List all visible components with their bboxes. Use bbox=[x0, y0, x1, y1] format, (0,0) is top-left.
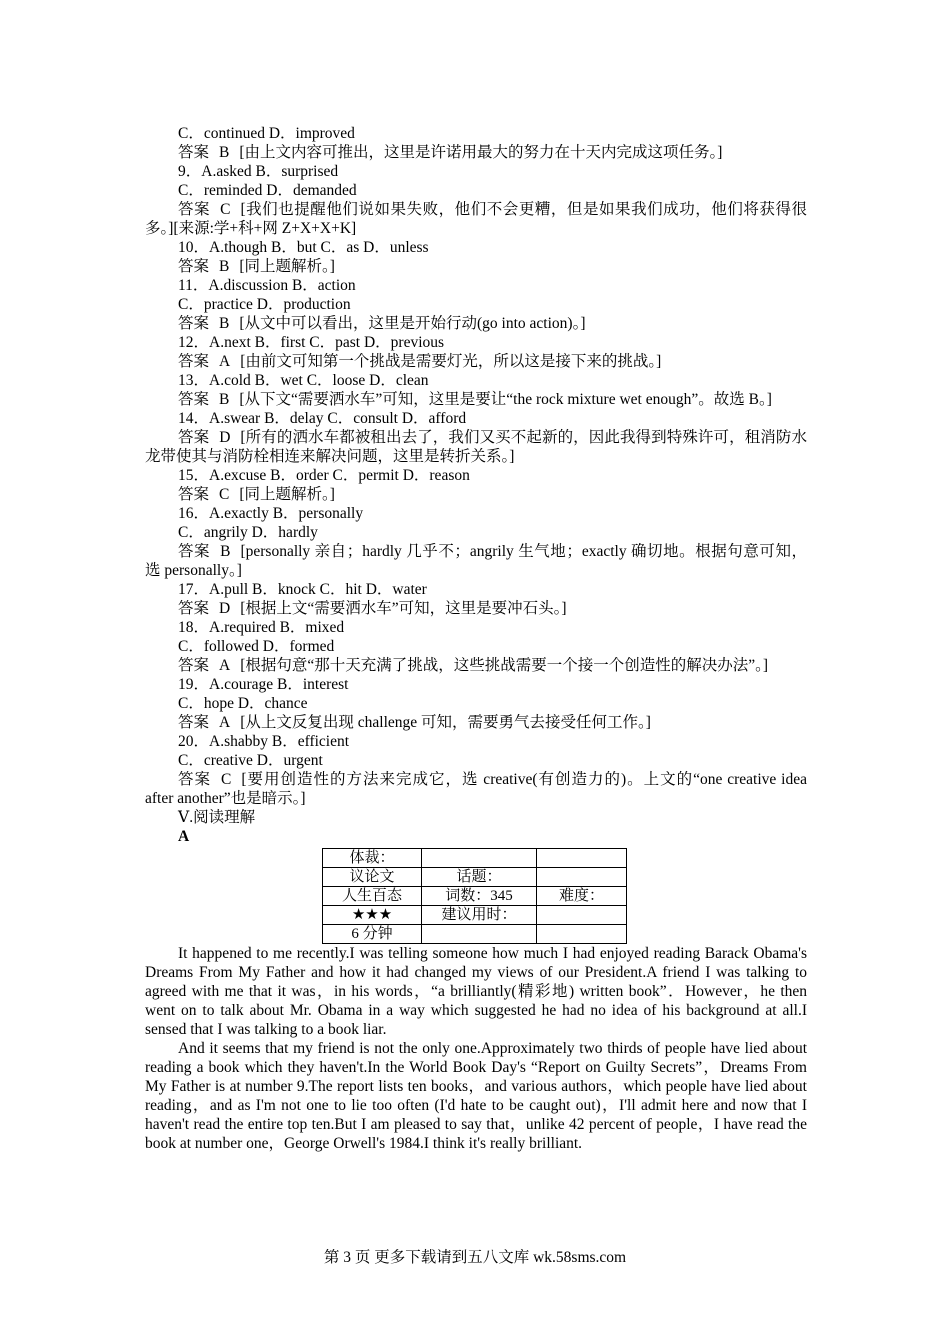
answer-explanation: [所有的洒水车都被租出去了，我们又买不起新的，因此我得到特殊许可，租消防水龙带使其与消防栓相连来解决问题，这里是转折关系。] bbox=[145, 429, 807, 465]
answer-letter: C bbox=[220, 201, 231, 218]
info-table-cell: ★★★ bbox=[323, 906, 422, 925]
option-line: 19．A.courage B．interest bbox=[178, 676, 349, 693]
passage-paragraph: And it seems that my friend is not the only one.Approximately two thirds of people have lied about reading a book which they haven't.In the World Book Day's “Report on Guilty Secrets”，Dreams From My Father is at number 9.The report lists ten books，and various authors，which people have lied about reading，and as I'm not one to lie too often (I'd hate to be caught out)，I'll admit here and now that I haven't read the entire top ten.But I am pleased to say that，unlike 42 percent of people，I have read the book at number one，George Orwell's 1984.I think it's really brilliant. bbox=[145, 1040, 807, 1152]
answer-line bbox=[145, 713, 807, 732]
option-line: 16．A.exactly B．personally bbox=[178, 505, 364, 522]
answer-letter: B bbox=[219, 315, 230, 332]
answer-explanation: [同上题解析。] bbox=[239, 486, 335, 503]
answer-explanation: [由前文可知第一个挑战是需要灯光，所以这是接下来的挑战。] bbox=[240, 353, 662, 370]
info-table-cell: 6 分钟 bbox=[323, 925, 422, 944]
answer-label: 答案 bbox=[178, 144, 210, 161]
info-table-cell: 体裁： bbox=[323, 849, 422, 868]
answer-label: 答案 bbox=[178, 657, 210, 674]
answer-label: 答案 bbox=[178, 353, 210, 370]
answer-label: 答案 bbox=[178, 771, 211, 788]
answer-explanation: [同上题解析。] bbox=[239, 258, 335, 275]
info-table-row bbox=[323, 887, 627, 906]
answer-letter: A bbox=[219, 714, 231, 731]
answer-letter: A bbox=[219, 353, 231, 370]
answer-line bbox=[145, 352, 807, 371]
answer-label: 答案 bbox=[178, 258, 210, 275]
info-table-row bbox=[323, 906, 627, 925]
option-line: 17．A.pull B．knock C．hit D．water bbox=[178, 581, 427, 598]
answer-label: 答案 bbox=[178, 486, 210, 503]
option-line: C．hope D．chance bbox=[178, 695, 308, 712]
info-table-row bbox=[323, 849, 627, 868]
answer-label: 答案 bbox=[178, 543, 211, 560]
option-line: C．practice D．production bbox=[178, 296, 351, 313]
answer-explanation: [我们也提醒他们说如果失败，他们不会更糟，但是如果我们成功，他们将获得很多。][来源:学+科+网 Z+X+X+K] bbox=[145, 201, 807, 237]
answer-line bbox=[145, 770, 807, 808]
option-line: C．continued D．improved bbox=[178, 125, 355, 142]
info-table-cell: 话题： bbox=[422, 868, 537, 887]
answer-letter: C bbox=[221, 771, 232, 788]
option-line: 9．A.asked B．surprised bbox=[178, 163, 339, 180]
answer-line bbox=[145, 656, 807, 675]
option-line: C．followed D．formed bbox=[178, 638, 335, 655]
option-line: C．creative D．urgent bbox=[178, 752, 323, 769]
answer-label: 答案 bbox=[178, 201, 211, 218]
answer-letter: C bbox=[219, 486, 230, 503]
answer-letter: B bbox=[219, 258, 230, 275]
info-table-cell: 人生百态 bbox=[323, 887, 422, 906]
info-table-cell: 词数：345 bbox=[422, 887, 537, 906]
answer-letter: D bbox=[219, 429, 231, 446]
option-line: 14．A.swear B．delay C．consult D．afford bbox=[178, 410, 467, 427]
option-line: 20．A.shabby B．efficient bbox=[178, 733, 350, 750]
info-table-cell: 难度： bbox=[537, 887, 627, 906]
answer-line bbox=[145, 390, 807, 409]
answer-line bbox=[145, 542, 807, 580]
option-line: 11．A.discussion B．action bbox=[178, 277, 356, 294]
answer-line bbox=[145, 485, 807, 504]
answer-explanation: [从上文反复出现 challenge 可知，需要勇气去接受任何工作。] bbox=[240, 714, 651, 731]
option-line: 12．A.next B．first C．past D．previous bbox=[178, 334, 445, 351]
option-line: C．angrily D．hardly bbox=[178, 524, 318, 541]
answer-letter: B bbox=[220, 543, 231, 560]
info-table-cell: 议论文 bbox=[323, 868, 422, 887]
info-table-row bbox=[323, 868, 627, 887]
info-table bbox=[322, 848, 627, 944]
answer-line bbox=[145, 314, 807, 333]
option-line: C．reminded D．demanded bbox=[178, 182, 357, 199]
answer-label: 答案 bbox=[178, 429, 210, 446]
answer-letter: B bbox=[219, 391, 230, 408]
info-table-cell bbox=[537, 925, 627, 944]
answer-line bbox=[145, 143, 807, 162]
info-table-cell bbox=[422, 925, 537, 944]
info-table-cell bbox=[422, 849, 537, 868]
page-footer: 第 3 页 更多下载请到五八文库 wk.58sms.com bbox=[323, 1249, 627, 1266]
answer-letter: B bbox=[219, 144, 230, 161]
info-table-cell bbox=[537, 849, 627, 868]
info-table-cell bbox=[537, 906, 627, 925]
info-table-cell: 建议用时： bbox=[422, 906, 537, 925]
document-page bbox=[145, 124, 807, 1153]
answer-letter: A bbox=[219, 657, 231, 674]
answer-explanation: [要用创造性的方法来完成它，选 creative(有创造力的)。上文的“one creative idea after another”也是暗示。] bbox=[145, 771, 807, 807]
answer-label: 答案 bbox=[178, 600, 210, 617]
option-line: 15．A.excuse B．order C．permit D．reason bbox=[178, 467, 470, 484]
info-table-cell bbox=[537, 868, 627, 887]
option-line: 10．A.though B．but C．as D．unless bbox=[178, 239, 429, 256]
answer-explanation: [由上文内容可推出，这里是许诺用最大的努力在十天内完成这项任务。] bbox=[239, 144, 723, 161]
answer-explanation: [根据上文“需要洒水车”可知，这里是要冲石头。] bbox=[240, 600, 567, 617]
info-table-row bbox=[323, 925, 627, 944]
section-title: Ⅴ.阅读理解 bbox=[178, 809, 256, 826]
answer-explanation: [从文中可以看出，这里是开始行动(go into action)。] bbox=[239, 315, 586, 332]
option-line: 18．A.required B．mixed bbox=[178, 619, 345, 636]
answer-label: 答案 bbox=[178, 315, 210, 332]
answer-label: 答案 bbox=[178, 714, 210, 731]
option-line: 13．A.cold B．wet C．loose D．clean bbox=[178, 372, 429, 389]
answer-explanation: [根据句意“那十天充满了挑战，这些挑战需要一个接一个创造性的解决办法”。] bbox=[240, 657, 769, 674]
answer-explanation: [personally 亲自；hardly 几乎不；angrily 生气地；exactly 确切地。根据句意可知，选 personally。] bbox=[145, 543, 807, 579]
passage-paragraph: It happened to me recently.I was telling someone how much I had enjoyed reading Barack Obama's Dreams From My Father and how it had changed my views of our President.A friend I was talking to agreed with me that it was，in his words，“a brilliantly(精彩地) written book”．However，he then went on to talk about Mr. Obama in a way which suggested he had no idea of his background at all.I sensed that I was talking to a book liar. bbox=[145, 945, 807, 1038]
question-answer-list bbox=[145, 124, 807, 808]
answer-line bbox=[145, 599, 807, 618]
reading-passage bbox=[145, 944, 807, 1153]
answer-line bbox=[145, 200, 807, 238]
section-letter: A bbox=[178, 828, 190, 845]
answer-letter: D bbox=[219, 600, 231, 617]
answer-line bbox=[145, 257, 807, 276]
answer-label: 答案 bbox=[178, 391, 210, 408]
answer-explanation: [从下文“需要洒水车”可知，这里是要让“the rock mixture wet enough”。故选 B。] bbox=[239, 391, 772, 408]
answer-line bbox=[145, 428, 807, 466]
